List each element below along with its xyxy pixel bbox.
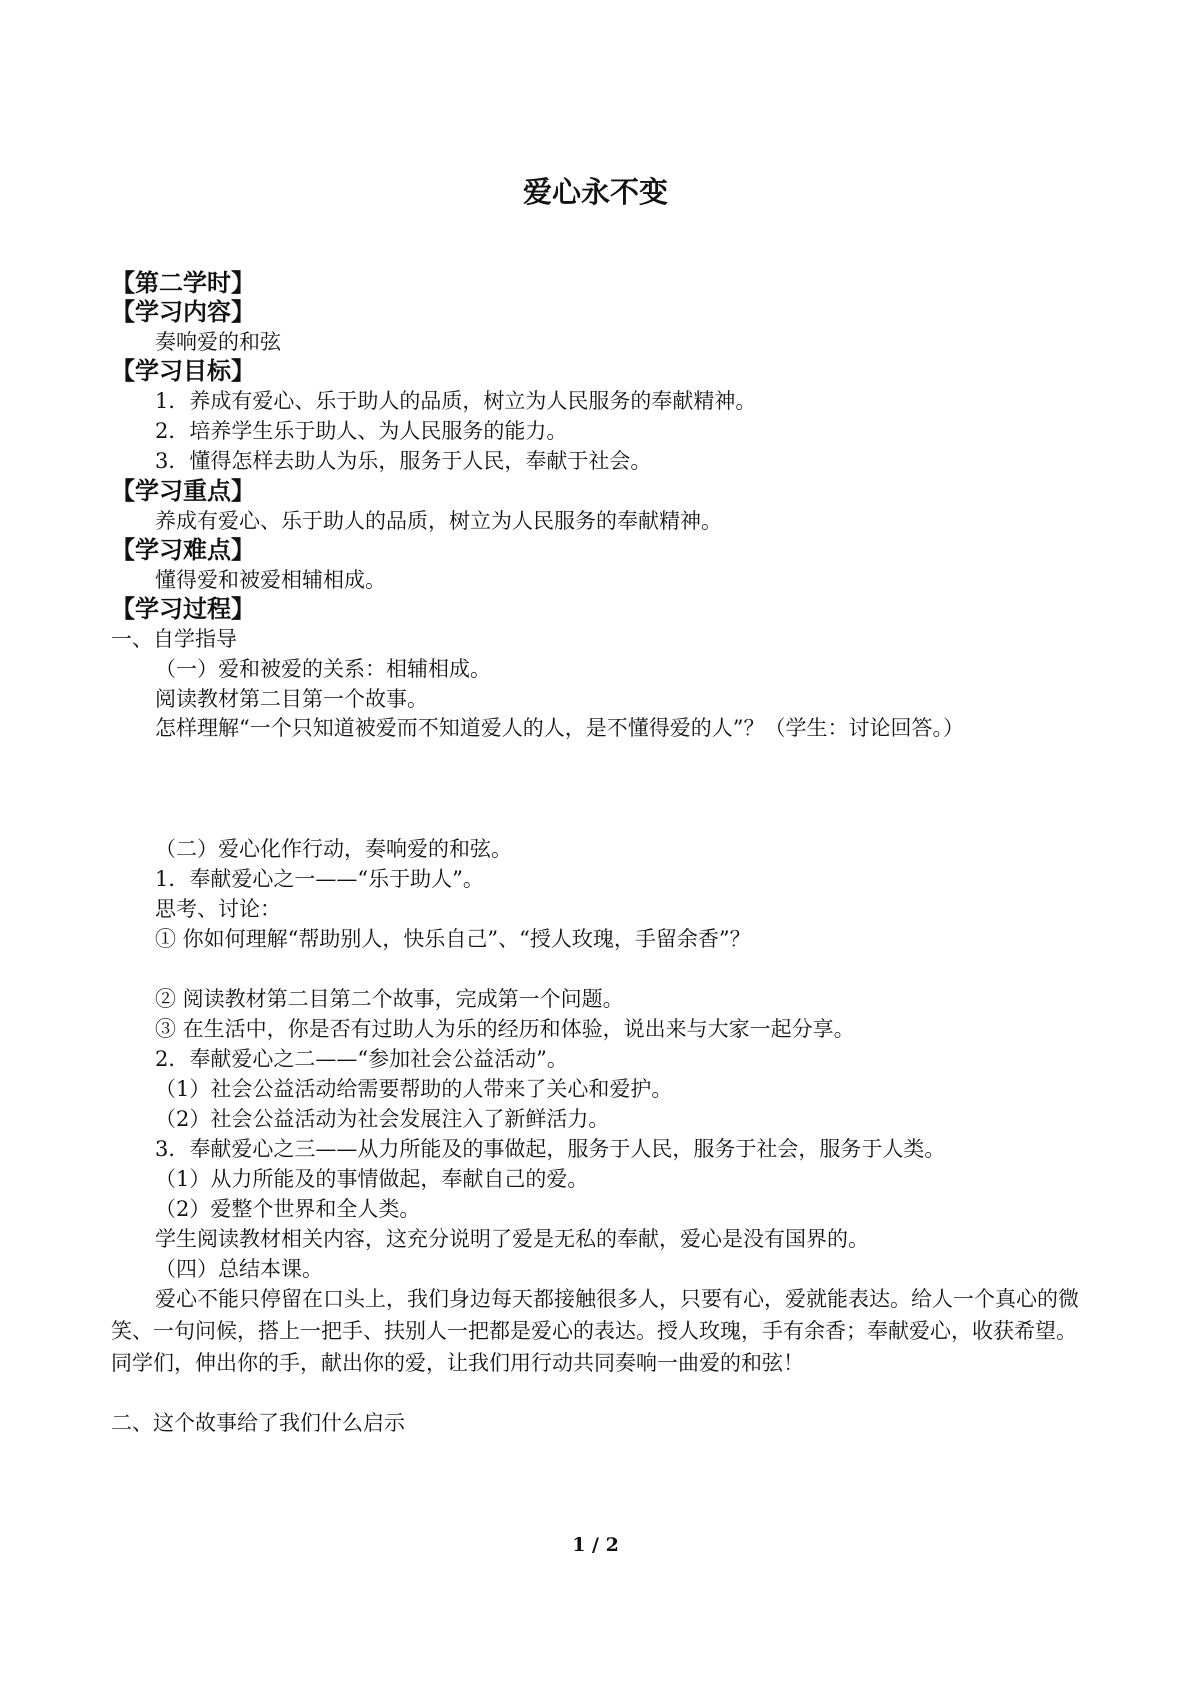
discussion-question: 怎样理解“一个只知道被爱而不知道爱人的人，是不懂得爱的人”？（学生：讨论回答。） (155, 716, 964, 740)
item-three-sub: （2）爱整个世界和全人类。 (155, 1197, 421, 1221)
difficulty-text: 懂得爱和被爱相辅相成。 (155, 568, 386, 592)
summary-paragraph: 爱心不能只停留在口头上，我们身边每天都接触很多人，只要有心，爱就能表达。给人一个真心的微笑、一句问候，搭上一把手、扶别人一把都是爱心的表达。授人玫瑰，手有余香；奉献爱心，收获希望。同学们，伸出你的手，献出你的爱，让我们用行动共同奏响一曲爱的和弦！ (111, 1287, 1079, 1375)
key-text: 养成有爱心、乐于助人的品质，树立为人民服务的奉献精神。 (155, 509, 722, 533)
part-four: （四）总结本课。 (155, 1257, 323, 1281)
heading-lesson: 【第二学时】 (111, 269, 255, 297)
item-two: 2．奉献爱心之二——“参加社会公益活动”。 (155, 1047, 568, 1071)
goal-item: 1．养成有爱心、乐于助人的品质，树立为人民服务的奉献精神。 (155, 389, 757, 413)
section-self-study: 一、自学指导 (111, 627, 237, 651)
question-a: ① 你如何理解“帮助别人，快乐自己”、“授人玫瑰，手留余香”？ (155, 927, 751, 951)
read-conclusion: 学生阅读教材相关内容，这充分说明了爱是无私的奉献，爱心是没有国界的。 (155, 1227, 869, 1251)
part-one: （一）爱和被爱的关系：相辅相成。 (155, 657, 491, 681)
think-discuss: 思考、讨论： (155, 897, 281, 921)
page-number: 1 / 2 (572, 1534, 619, 1556)
item-one: 1．奉献爱心之一——“乐于助人”。 (155, 867, 484, 891)
section-inspiration: 二、这个故事给了我们什么启示 (111, 1411, 405, 1435)
goal-item: 2．培养学生乐于助人、为人民服务的能力。 (155, 419, 568, 443)
item-three: 3．奉献爱心之三——从力所能及的事做起，服务于人民，服务于社会，服务于人类。 (155, 1137, 946, 1161)
heading-process: 【学习过程】 (111, 595, 255, 623)
heading-key: 【学习重点】 (111, 477, 255, 505)
heading-content: 【学习内容】 (111, 298, 255, 326)
document-title: 爱心永不变 (522, 175, 668, 209)
heading-goals: 【学习目标】 (111, 357, 255, 385)
part-two: （二）爱心化作行动，奏响爱的和弦。 (155, 837, 512, 861)
question-c: ③ 在生活中，你是否有过助人为乐的经历和体验，说出来与大家一起分享。 (155, 1017, 855, 1041)
question-b: ② 阅读教材第二目第二个故事，完成第一个问题。 (155, 987, 624, 1011)
read-instruction: 阅读教材第二目第一个故事。 (155, 687, 428, 711)
goal-item: 3．懂得怎样去助人为乐，服务于人民，奉献于社会。 (155, 449, 652, 473)
content-text: 奏响爱的和弦 (155, 330, 281, 354)
heading-difficulty: 【学习难点】 (111, 536, 255, 564)
item-two-sub: （1）社会公益活动给需要帮助的人带来了关心和爱护。 (155, 1077, 673, 1101)
item-two-sub: （2）社会公益活动为社会发展注入了新鲜活力。 (155, 1107, 610, 1131)
item-three-sub: （1）从力所能及的事情做起，奉献自己的爱。 (155, 1167, 589, 1191)
